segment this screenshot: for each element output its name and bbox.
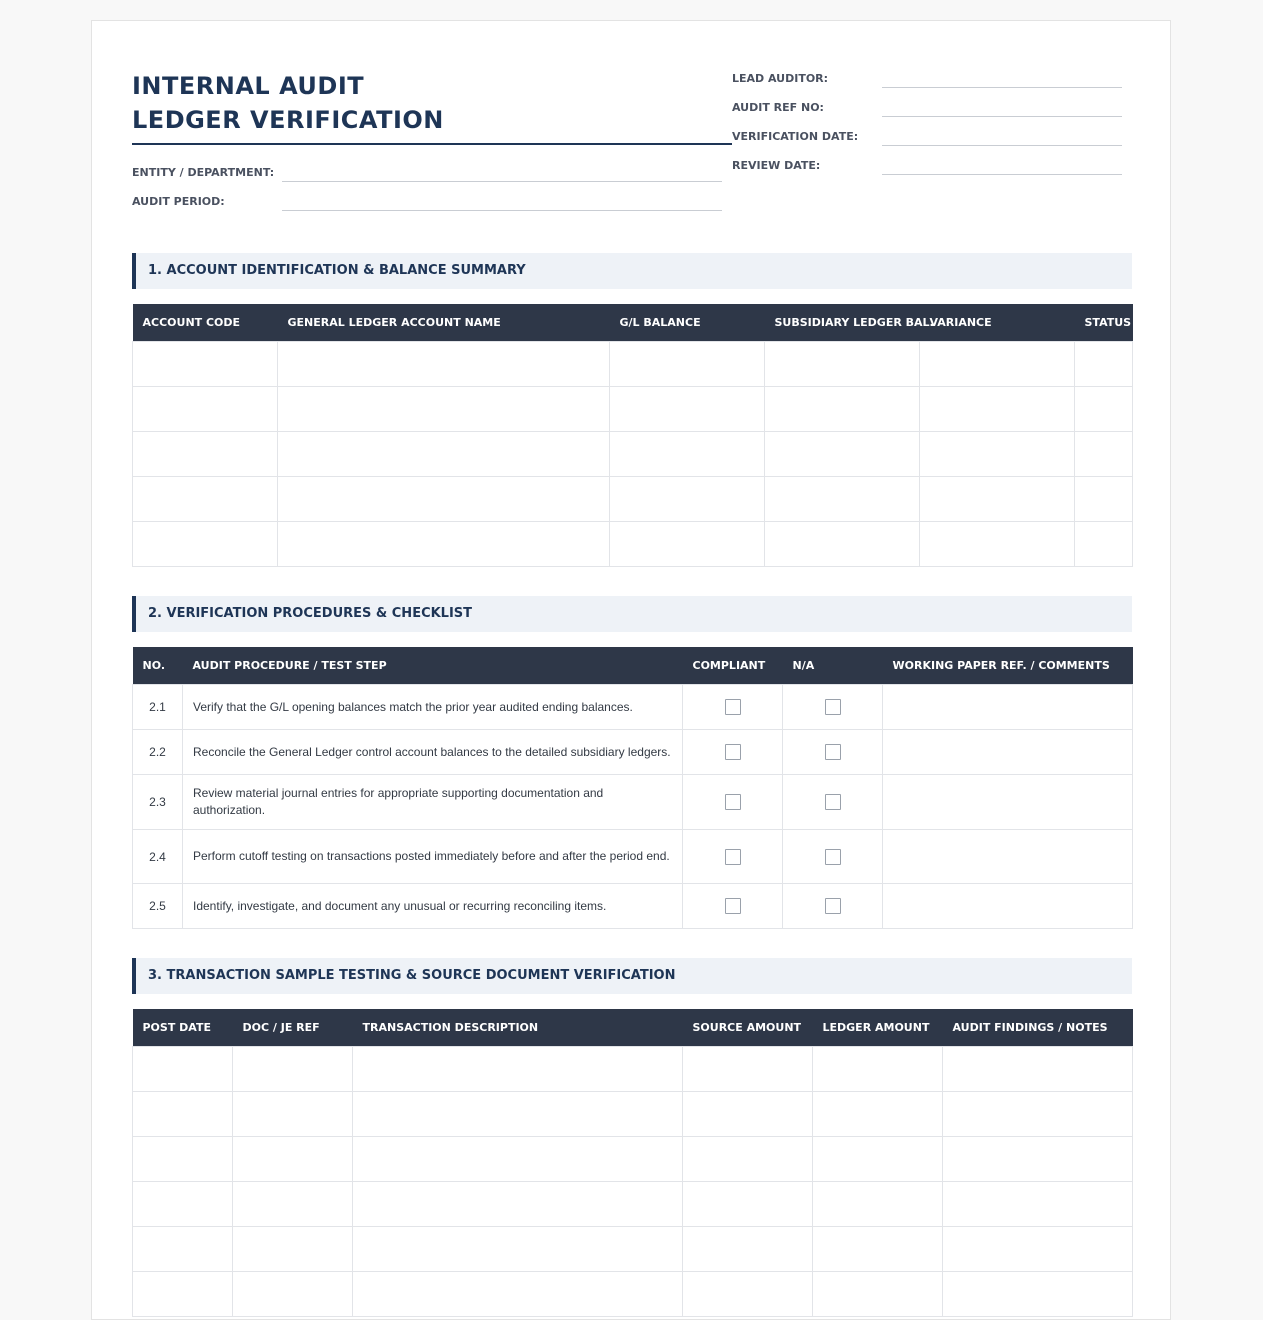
- gl-balance-cell[interactable]: [610, 522, 765, 567]
- variance-cell[interactable]: [920, 387, 1075, 432]
- audit-form-page: [91, 20, 1171, 1320]
- col-source-amount: SOURCE AMOUNT: [683, 1009, 813, 1047]
- entity-input-line[interactable]: [282, 181, 722, 182]
- account-code-cell[interactable]: [133, 522, 278, 567]
- gl-balance-cell[interactable]: [610, 387, 765, 432]
- post-date-cell[interactable]: [133, 1047, 233, 1092]
- post-date-cell[interactable]: [133, 1182, 233, 1227]
- table-row: [133, 730, 1133, 775]
- subsidiary-balance-cell[interactable]: [765, 387, 920, 432]
- source-amount-cell[interactable]: [683, 1047, 813, 1092]
- description-cell[interactable]: [353, 1182, 683, 1227]
- na-cell: [783, 830, 883, 884]
- description-cell[interactable]: [353, 1272, 683, 1317]
- comments-cell[interactable]: [883, 775, 1133, 830]
- status-cell[interactable]: [1075, 522, 1133, 567]
- doc-ref-cell[interactable]: [233, 1182, 353, 1227]
- source-amount-cell[interactable]: [683, 1092, 813, 1137]
- verification-date-input-line[interactable]: [882, 145, 1122, 146]
- doc-ref-cell[interactable]: [233, 1272, 353, 1317]
- ledger-amount-cell[interactable]: [813, 1227, 943, 1272]
- variance-cell[interactable]: [920, 342, 1075, 387]
- entity-field: [132, 164, 722, 184]
- post-date-cell[interactable]: [133, 1272, 233, 1317]
- audit-ref-field: [732, 99, 1122, 119]
- compliant-cell: [683, 685, 783, 730]
- col-findings: AUDIT FINDINGS / NOTES: [943, 1009, 1133, 1047]
- compliant-cell: [683, 730, 783, 775]
- audit-ref-label: AUDIT REF NO:: [732, 101, 824, 114]
- na-cell: [783, 685, 883, 730]
- variance-cell[interactable]: [920, 522, 1075, 567]
- findings-cell[interactable]: [943, 1227, 1133, 1272]
- doc-ref-cell[interactable]: [233, 1092, 353, 1137]
- table-row: [133, 387, 1133, 432]
- procedure-text: Verify that the G/L opening balances match the prior year audited ending balances.: [183, 685, 683, 730]
- comments-cell[interactable]: [883, 830, 1133, 884]
- col-compliant: COMPLIANT: [683, 647, 783, 685]
- lead-auditor-input-line[interactable]: [882, 87, 1122, 88]
- table-row: [133, 1227, 1133, 1272]
- section-3-title: 3. TRANSACTION SAMPLE TESTING & SOURCE DOCUMENT VERIFICATION: [148, 968, 676, 983]
- section-3-header: [132, 958, 1132, 994]
- comments-cell[interactable]: [883, 884, 1133, 929]
- ledger-amount-cell[interactable]: [813, 1137, 943, 1182]
- lead-auditor-label: LEAD AUDITOR:: [732, 72, 829, 85]
- description-cell[interactable]: [353, 1047, 683, 1092]
- na-cell: [783, 884, 883, 929]
- gl-balance-cell[interactable]: [610, 342, 765, 387]
- account-code-cell[interactable]: [133, 432, 278, 477]
- procedure-text: Perform cutoff testing on transactions posted immediately before and after the period end.: [183, 830, 683, 884]
- source-amount-cell[interactable]: [683, 1272, 813, 1317]
- balance-summary-header-row: [133, 304, 1133, 342]
- col-gl-balance: G/L BALANCE: [610, 304, 765, 342]
- account-name-cell[interactable]: [278, 342, 610, 387]
- review-date-label: REVIEW DATE:: [732, 159, 821, 172]
- post-date-cell[interactable]: [133, 1137, 233, 1182]
- section-2-title: 2. VERIFICATION PROCEDURES & CHECKLIST: [148, 606, 473, 621]
- post-date-cell[interactable]: [133, 1227, 233, 1272]
- title-block: [132, 69, 732, 137]
- comments-cell[interactable]: [883, 685, 1133, 730]
- na-cell: [783, 775, 883, 830]
- audit-period-field: [132, 193, 722, 213]
- review-date-field: [732, 157, 1122, 177]
- col-status: STATUS: [1075, 304, 1133, 342]
- col-procedure: AUDIT PROCEDURE / TEST STEP: [183, 647, 683, 685]
- col-no: NO.: [133, 647, 183, 685]
- table-row: [133, 685, 1133, 730]
- account-code-cell[interactable]: [133, 342, 278, 387]
- subsidiary-balance-cell[interactable]: [765, 477, 920, 522]
- entity-label: ENTITY / DEPARTMENT:: [132, 166, 275, 179]
- review-date-input-line[interactable]: [882, 174, 1122, 175]
- table-row: [133, 1137, 1133, 1182]
- procedure-text: Reconcile the General Ledger control account balances to the detailed subsidiary ledgers.: [183, 730, 683, 775]
- status-cell[interactable]: [1075, 387, 1133, 432]
- doc-ref-cell[interactable]: [233, 1047, 353, 1092]
- compliant-checkbox[interactable]: [725, 744, 741, 760]
- table-row: [133, 830, 1133, 884]
- variance-cell[interactable]: [920, 432, 1075, 477]
- procedure-number: 2.5: [133, 884, 183, 929]
- gl-balance-cell[interactable]: [610, 432, 765, 477]
- doc-ref-cell[interactable]: [233, 1227, 353, 1272]
- compliant-cell: [683, 884, 783, 929]
- post-date-cell[interactable]: [133, 1092, 233, 1137]
- compliant-checkbox[interactable]: [725, 898, 741, 914]
- balance-summary-table: [132, 304, 1133, 567]
- table-row: [133, 775, 1133, 830]
- table-row: [133, 1092, 1133, 1137]
- col-post-date: POST DATE: [133, 1009, 233, 1047]
- section-1-title: 1. ACCOUNT IDENTIFICATION & BALANCE SUMMARY: [148, 263, 526, 278]
- na-checkbox[interactable]: [825, 744, 841, 760]
- source-amount-cell[interactable]: [683, 1137, 813, 1182]
- account-name-cell[interactable]: [278, 432, 610, 477]
- findings-cell[interactable]: [943, 1272, 1133, 1317]
- na-checkbox[interactable]: [825, 849, 841, 865]
- account-name-cell[interactable]: [278, 477, 610, 522]
- subsidiary-balance-cell[interactable]: [765, 522, 920, 567]
- table-row: [133, 884, 1133, 929]
- table-row: [133, 342, 1133, 387]
- verification-date-label: VERIFICATION DATE:: [732, 130, 859, 143]
- na-cell: [783, 730, 883, 775]
- title-line-1: INTERNAL AUDIT: [132, 72, 365, 100]
- findings-cell[interactable]: [943, 1137, 1133, 1182]
- col-variance: VARIANCE: [920, 304, 1075, 342]
- status-cell[interactable]: [1075, 342, 1133, 387]
- procedure-number: 2.1: [133, 685, 183, 730]
- transaction-header-row: [133, 1009, 1133, 1047]
- procedure-text: Identify, investigate, and document any unusual or recurring reconciling items.: [183, 884, 683, 929]
- col-subsidiary-balance: SUBSIDIARY LEDGER BAL.: [765, 304, 920, 342]
- status-cell[interactable]: [1075, 432, 1133, 477]
- procedure-text: Review material journal entries for appropriate supporting documentation and authorization.: [183, 775, 683, 830]
- audit-period-label: AUDIT PERIOD:: [132, 195, 225, 208]
- table-row: [133, 522, 1133, 567]
- ledger-amount-cell[interactable]: [813, 1092, 943, 1137]
- compliant-checkbox[interactable]: [725, 849, 741, 865]
- col-na: N/A: [783, 647, 883, 685]
- description-cell[interactable]: [353, 1092, 683, 1137]
- table-row: [133, 1182, 1133, 1227]
- findings-cell[interactable]: [943, 1047, 1133, 1092]
- ledger-amount-cell[interactable]: [813, 1272, 943, 1317]
- col-ledger-amount: LEDGER AMOUNT: [813, 1009, 943, 1047]
- title-line-2: LEDGER VERIFICATION: [132, 106, 444, 134]
- verification-date-field: [732, 128, 1122, 148]
- na-checkbox[interactable]: [825, 794, 841, 810]
- findings-cell[interactable]: [943, 1092, 1133, 1137]
- col-doc-ref: DOC / JE REF: [233, 1009, 353, 1047]
- compliant-cell: [683, 830, 783, 884]
- account-name-cell[interactable]: [278, 387, 610, 432]
- procedures-header-row: [133, 647, 1133, 685]
- section-2-header: [132, 596, 1132, 632]
- table-row: [133, 1047, 1133, 1092]
- lead-auditor-field: [732, 70, 1122, 90]
- account-name-cell[interactable]: [278, 522, 610, 567]
- variance-cell[interactable]: [920, 477, 1075, 522]
- col-description: TRANSACTION DESCRIPTION: [353, 1009, 683, 1047]
- compliant-cell: [683, 775, 783, 830]
- description-cell[interactable]: [353, 1137, 683, 1182]
- col-comments: WORKING PAPER REF. / COMMENTS: [883, 647, 1133, 685]
- procedure-number: 2.2: [133, 730, 183, 775]
- col-account-code: ACCOUNT CODE: [133, 304, 278, 342]
- table-row: [133, 432, 1133, 477]
- section-1-header: [132, 253, 1132, 289]
- na-checkbox[interactable]: [825, 699, 841, 715]
- title-divider: [132, 143, 732, 145]
- source-amount-cell[interactable]: [683, 1182, 813, 1227]
- procedures-checklist-table: [132, 647, 1133, 929]
- compliant-checkbox[interactable]: [725, 699, 741, 715]
- procedure-number: 2.4: [133, 830, 183, 884]
- transaction-testing-table: [132, 1009, 1133, 1317]
- account-code-cell[interactable]: [133, 387, 278, 432]
- ledger-amount-cell[interactable]: [813, 1047, 943, 1092]
- subsidiary-balance-cell[interactable]: [765, 432, 920, 477]
- findings-cell[interactable]: [943, 1182, 1133, 1227]
- account-code-cell[interactable]: [133, 477, 278, 522]
- audit-ref-input-line[interactable]: [882, 116, 1122, 117]
- audit-period-input-line[interactable]: [282, 210, 722, 211]
- gl-balance-cell[interactable]: [610, 477, 765, 522]
- ledger-amount-cell[interactable]: [813, 1182, 943, 1227]
- subsidiary-balance-cell[interactable]: [765, 342, 920, 387]
- table-row: [133, 477, 1133, 522]
- description-cell[interactable]: [353, 1227, 683, 1272]
- na-checkbox[interactable]: [825, 898, 841, 914]
- col-account-name: GENERAL LEDGER ACCOUNT NAME: [278, 304, 610, 342]
- source-amount-cell[interactable]: [683, 1227, 813, 1272]
- compliant-checkbox[interactable]: [725, 794, 741, 810]
- procedure-number: 2.3: [133, 775, 183, 830]
- doc-ref-cell[interactable]: [233, 1137, 353, 1182]
- table-row: [133, 1272, 1133, 1317]
- comments-cell[interactable]: [883, 730, 1133, 775]
- status-cell[interactable]: [1075, 477, 1133, 522]
